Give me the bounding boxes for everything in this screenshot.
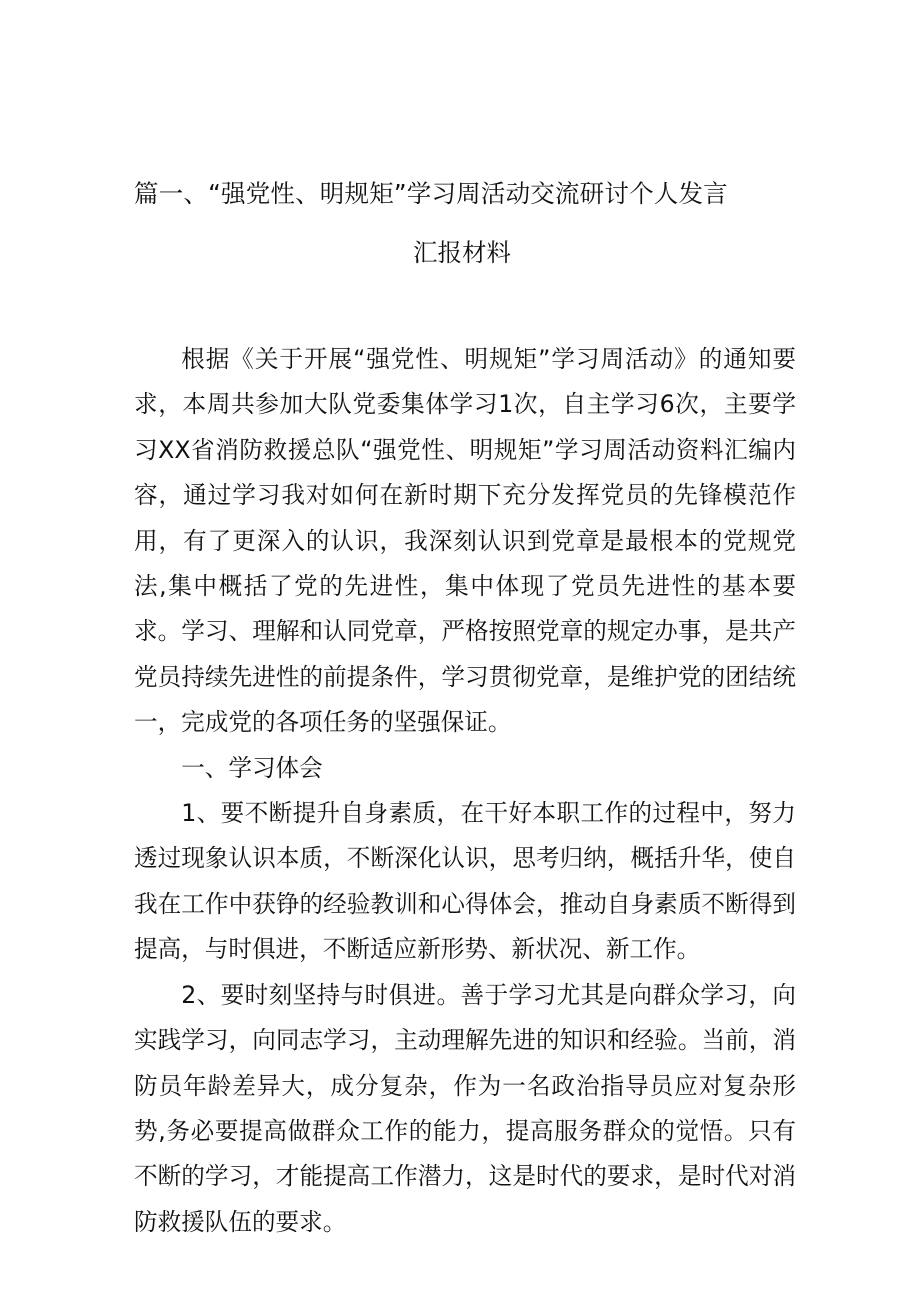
- document-title-continued: 汇报材料: [413, 238, 511, 267]
- section-heading: 一、学习体会: [181, 753, 323, 782]
- document-body: [134, 337, 796, 1245]
- paragraph-point-2: 2、要时刻坚持与时俱进。善于学习尤其是向群众学习，向实践学习，向同志学习，主动理解先进的知识和经验。当前，消防员年龄差异大，成分复杂，作为一名政治指导员应对复杂形势,务必要提高做群众工作的能力，提高服务群众的觉悟。只有不断的学习，才能提高工作潜力，这是时代的要求，是时代对消防救援队伍的要求。: [134, 980, 796, 1236]
- document-title: 篇一、“强党性、明规矩”学习周活动交流研讨个人发言: [134, 179, 728, 208]
- paragraph-point-1: 1、要不断提升自身素质，在干好本职工作的过程中，努力透过现象认识本质，不断深化认识，思考归纳，概括升华，使自我在工作中获铮的经验教训和心得体会，推动自身素质不断得到提高，与时俱进，不断适应新形势、新状况、新工作。: [134, 799, 796, 964]
- paragraph-intro: 根据《关于开展“强党性、明规矩”学习周活动》的通知要求，本周共参加大队党委集体学习1次，自主学习6次，主要学习XX省消防救援总队“强党性、明规矩”学习周活动资料汇编内容，通过学习我对如何在新时期下充分发挥党员的先锋模范作用，有了更深入的认识，我深刻认识到党章是最根本的党规党法,集中概括了党的先进性，集中体现了党员先进性的基本要求。学习、理解和认同党章，严格按照党章的规定办事，是共产党员持续先进性的前提条件，学习贯彻党章，是维护党的团结统一，完成党的各项任务的坚强保证。: [134, 345, 796, 737]
